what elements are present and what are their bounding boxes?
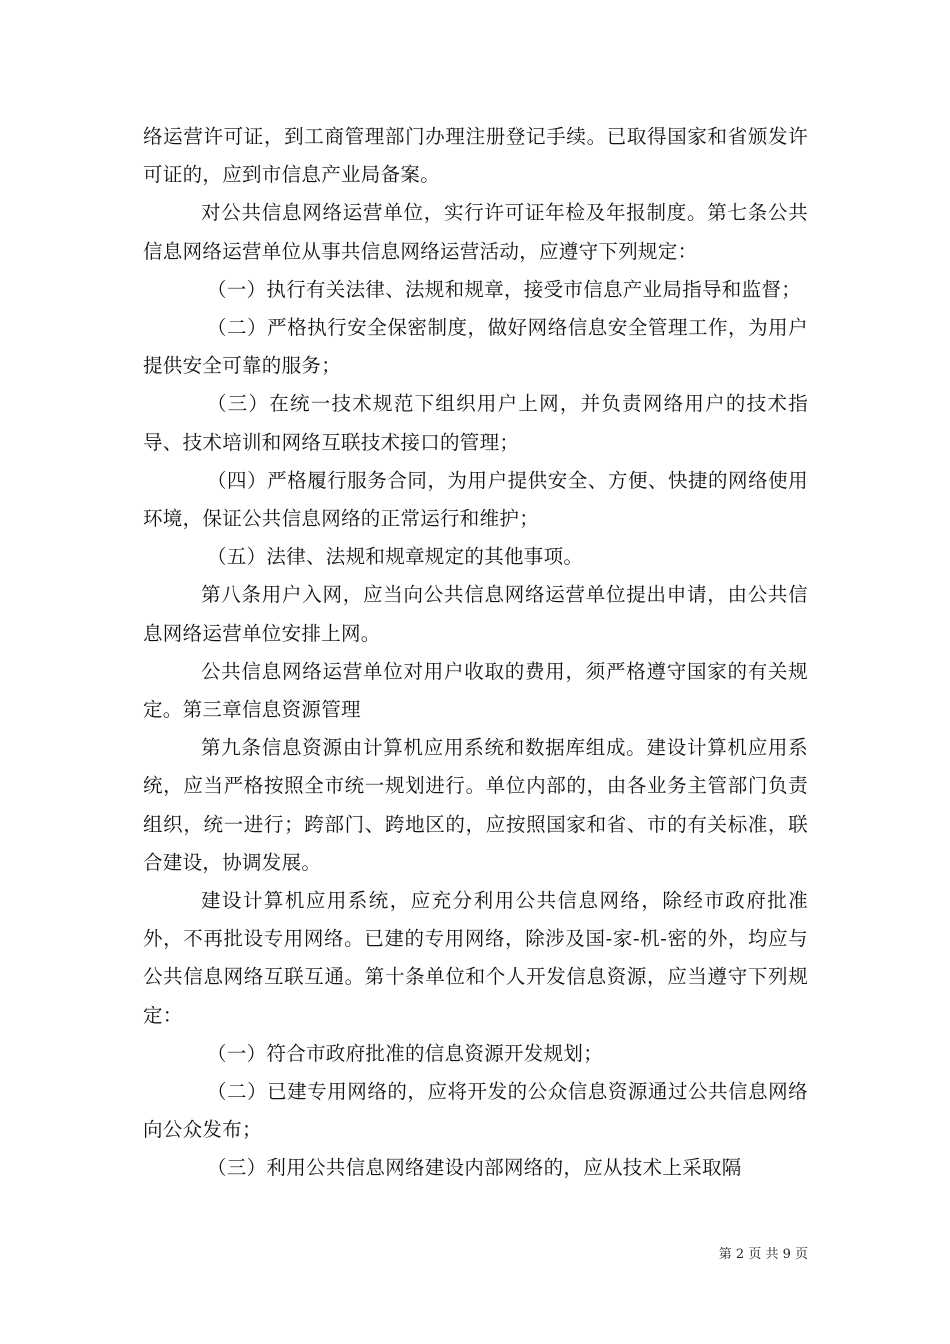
paragraph-annual-inspection: 对公共信息网络运营单位，实行许可证年检及年报制度。第七条公共信息网络运营单位从事共信息网络运营活动，应遵守下列规定： <box>143 201 808 263</box>
paragraph-rule-3: （三）在统一技术规范下组织用户上网，并负责网络用户的技术指导、技术培训和网络互联技术接口的管理； <box>143 392 808 454</box>
paragraph-resource-rule-2: （二）已建专用网络的，应将开发的公众信息资源通过公共信息网络向公众发布； <box>143 1080 808 1142</box>
paragraph-fees: 公共信息网络运营单位对用户收取的费用，须严格遵守国家的有关规定。第三章信息资源管理 <box>143 659 808 722</box>
paragraph-article-9: 第九条信息资源由计算机应用系统和数据库组成。建设计算机应用系统，应当严格按照全市统一规划进行。单位内部的，由各业务主管部门负责组织，统一进行；跨部门、跨地区的，应按照国家和省、市的有关标准，联合建设，协调发展。 <box>143 736 808 874</box>
paragraph-rule-4: （四）严格履行服务合同，为用户提供安全、方便、快捷的网络使用环境，保证公共信息网络的正常运行和维护； <box>143 468 808 531</box>
page-number: 第 2 页 共 9 页 <box>718 1247 808 1262</box>
paragraph-application-systems: 建设计算机应用系统，应充分利用公共信息网络，除经市政府批准外，不再批设专用网络。已建的专用网络，除涉及国-家-机-密的外，均应与公共信息网络互联互通。第十条单位和个人开发信息资源，应当遵守下列规定： <box>143 889 808 1027</box>
paragraph-rule-2: （二）严格执行安全保密制度，做好网络信息安全管理工作，为用户提供安全可靠的服务； <box>143 316 808 378</box>
paragraph-rule-1: （一）执行有关法律、法规和规章，接受市信息产业局指导和监督； <box>207 277 802 301</box>
paragraph-article-8: 第八条用户入网，应当向公共信息网络运营单位提出申请，由公共信息网络运营单位安排上网。 <box>143 583 808 645</box>
paragraph-resource-rule-3: （三）利用公共信息网络建设内部网络的，应从技术上采取隔 <box>207 1156 742 1180</box>
document-body <box>143 118 808 1188</box>
paragraph-resource-rule-1: （一）符合市政府批准的信息资源开发规划； <box>207 1041 604 1065</box>
paragraph-license-continuation: 络运营许可证，到工商管理部门办理注册登记手续。已取得国家和省颁发许可证的，应到市信息产业局备案。 <box>143 125 808 187</box>
paragraph-rule-5: （五）法律、法规和规章规定的其他事项。 <box>207 545 584 569</box>
